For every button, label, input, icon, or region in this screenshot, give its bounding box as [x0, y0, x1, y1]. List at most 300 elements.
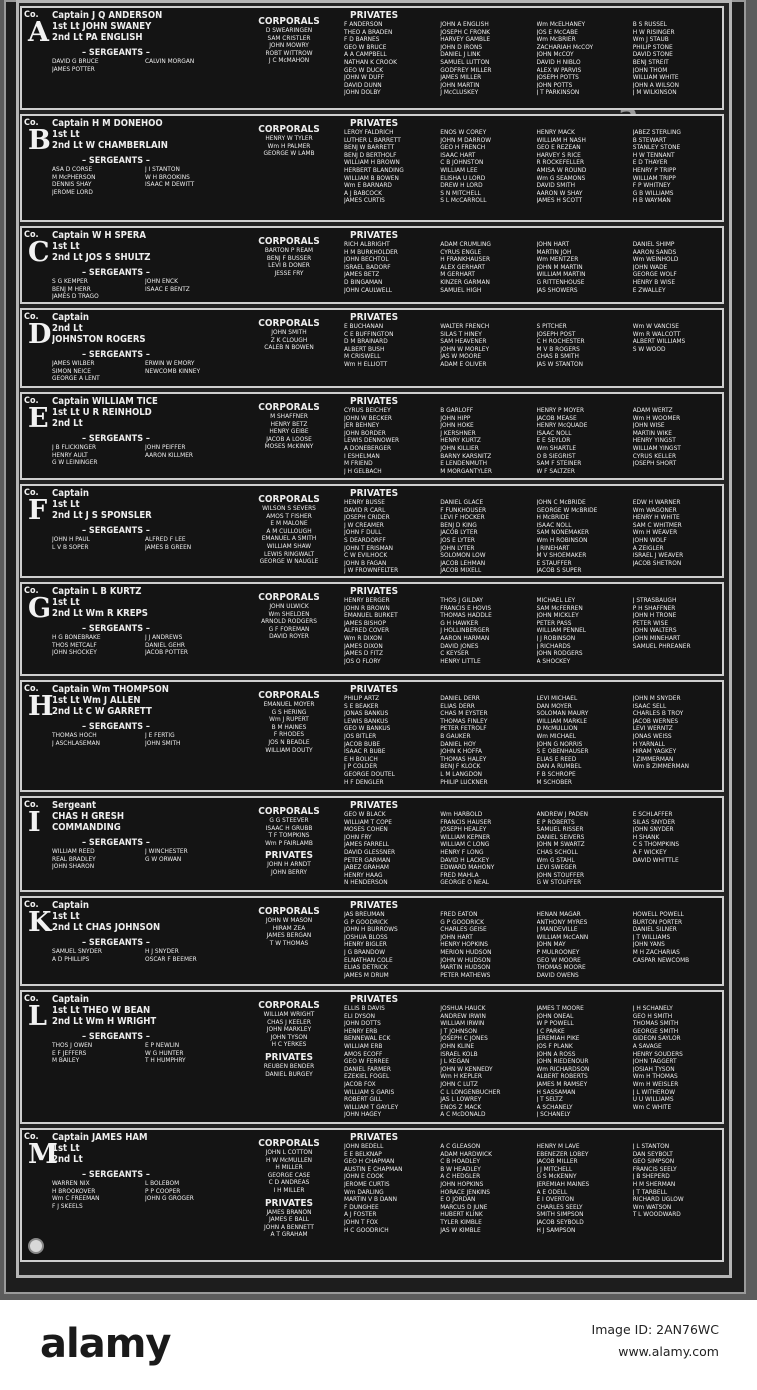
private-name: P H SHAFFNER: [632, 604, 676, 612]
private-name: JOHN W KENNEDY: [440, 1065, 493, 1073]
private-name: THEO A BRADEN: [344, 28, 393, 36]
stock-url[interactable]: www.alamy.com: [618, 1344, 719, 1359]
private-name: F DUNGHEE: [344, 1203, 379, 1211]
private-name: Wm H ELLIOTT: [344, 360, 388, 368]
private-name: Wm C WHITE: [632, 1103, 672, 1111]
private-name: ADAM WERTZ: [632, 407, 673, 414]
corporals-block: [236, 906, 342, 947]
private-name: M MORGANTYLER: [440, 467, 492, 475]
company-prefix: Co.: [24, 684, 39, 694]
private-name: HENRY LITTLE: [440, 657, 481, 665]
officer-name: 2nd Lt: [52, 323, 83, 334]
private-name: HENRY ERB: [344, 1027, 378, 1035]
private-name: DAN A RUMBEL: [536, 763, 582, 771]
private-name: DAVID H NIBLO: [536, 58, 581, 66]
corporal-name: HIRAM ZEA: [272, 924, 306, 932]
corporals-heading: CORPORALS: [258, 690, 320, 701]
private-name: DAVID OWENS: [536, 971, 579, 979]
sergeant-name: JAMES POTTER: [52, 65, 95, 73]
private-name: JOHN ONEAL: [536, 1012, 574, 1020]
private-name: H B WAYMAN: [632, 197, 671, 205]
officer-name: 1st Lt: [52, 597, 80, 608]
private-name: ALFRED COVER: [344, 627, 390, 635]
private-name: S PITCHER: [536, 323, 567, 330]
officers-list: [52, 230, 242, 263]
sergeant-name: J J ANDREWS: [145, 634, 183, 641]
private-name: J M WILKINSON: [632, 89, 677, 97]
officers-list: [52, 800, 242, 833]
private-name: Wm H ROBINSON: [536, 536, 588, 544]
sergeant-name: H BROOKOVER: [52, 1187, 96, 1195]
private-name: G H HAWKER: [440, 619, 479, 627]
corporals-block: [236, 1138, 342, 1239]
private-name: J G BRANDOW: [344, 948, 386, 956]
corporals-heading: CORPORALS: [258, 124, 320, 135]
private-name: JAS L LOWREY: [440, 1096, 482, 1104]
corporal-name: AMOS T FISHER: [266, 512, 312, 520]
private-name: GIDEON SAYLOR: [632, 1035, 681, 1043]
sergeant-name: JOHN ENCK: [145, 278, 178, 285]
private-name: ISAAC R BUBE: [344, 748, 386, 756]
private-name: Wm WEINHOLD: [632, 256, 679, 264]
corporals-block: [236, 402, 342, 451]
corporal-name: H W McMULLEN: [265, 1156, 313, 1164]
corporal-name: HENRY W TYLER: [265, 135, 313, 142]
sergeants-heading: – SERGEANTS –: [82, 938, 150, 948]
private-name: HENRY BUSSE: [344, 499, 385, 506]
private-name: A E ODELL: [536, 1188, 568, 1196]
private-name: Wm H WEISLER: [632, 1080, 679, 1088]
private-name: KINZER GARMAN: [440, 278, 490, 286]
private-name: A DONEBERGER: [344, 444, 392, 452]
officer-name: Captain: [52, 488, 90, 499]
private-name: LEVI WERNTZ: [632, 725, 673, 733]
sergeant-name: Wm C FREEMAN: [52, 1195, 100, 1203]
private-name: ELIAS DERR: [440, 702, 475, 710]
private-name: Wm WATSON: [632, 1203, 672, 1211]
sergeants-block: [52, 268, 232, 301]
private-name: J T WILLIAMS: [632, 933, 671, 941]
corporal-name: WILSON S SEVERS: [262, 505, 316, 512]
privates-heading-secondary: PRIVATES: [264, 1197, 314, 1209]
private-name: JOHN McCOY: [536, 51, 574, 59]
corporal-name: WILLIAM SHAW: [266, 542, 312, 550]
private-name: J T TARBELL: [632, 1188, 668, 1196]
private-name: JOHN K HOFFA: [440, 748, 483, 756]
private-name: HENRY H WHITE: [632, 514, 680, 522]
private-name: WILLIAM KEPNER: [440, 833, 491, 841]
private-name: Wm H WEAVER: [632, 529, 678, 537]
officer-name: Captain: [52, 312, 90, 323]
private-name: JEREMIAH MAINES: [536, 1180, 590, 1188]
private-name: BENJ F KLOCK: [440, 763, 481, 771]
private-name: MERION HUDSON: [440, 948, 492, 956]
private-name: LEWIS DENNOWER: [344, 437, 400, 445]
private-name: GEO E REZEAN: [536, 144, 581, 152]
private-name: I ESHELMAN: [344, 452, 380, 460]
private-name: CHAS SCHOLL: [536, 848, 578, 856]
private-name: JOSIAH TYSON: [632, 1065, 675, 1073]
private-name: JAMES FARRELL: [344, 841, 390, 849]
private-name: THOMAS MOORE: [536, 964, 586, 972]
corporal-name: Z K CLOUGH: [270, 336, 308, 344]
private-name: RICHARD UGLOW: [632, 1196, 684, 1204]
private-name: J STRASBAUGH: [632, 597, 677, 604]
private-name: HUBERT KLINK: [440, 1211, 483, 1219]
private-name: GEO W MOORE: [536, 956, 581, 964]
private-name: DAVID JONES: [440, 642, 479, 650]
private-name: J J ROBINSON: [536, 634, 576, 642]
private-name: DAN SEYBOLT: [632, 1150, 673, 1158]
private-name: MARTIN WIKE: [632, 429, 672, 437]
private-name: JACOB MILLER: [536, 1158, 578, 1166]
private-name: JOHN A BENNETT: [264, 1223, 314, 1231]
officer-name: Captain: [52, 994, 90, 1005]
private-name: BENNEWAL ECK: [344, 1035, 391, 1043]
private-name: EDWARD MAHONY: [440, 864, 495, 872]
sergeant-name: JOHN SHARON: [52, 863, 95, 871]
sergeant-name: M BAILEY: [52, 1057, 80, 1065]
corporal-name: D SWEARINGEN: [265, 27, 313, 34]
sergeant-name: WARREN NIX: [52, 1180, 90, 1187]
officers-list: [52, 118, 242, 151]
private-name: GEORGE O NEAL: [440, 879, 490, 887]
private-name: HENRY F LONG: [440, 848, 484, 856]
officer-name: 2nd Lt J S SPONSLER: [52, 510, 152, 521]
private-name: SAM HEAVENER: [440, 338, 487, 346]
officers-list: [52, 684, 242, 717]
private-name: G RITTENHOUSE: [536, 278, 585, 286]
private-name: GEO W BLACK: [344, 811, 386, 818]
private-name: B GAUKER: [440, 732, 471, 740]
private-name: ROBERT GILL: [344, 1096, 383, 1104]
sergeant-name: DENNIS SHAY: [52, 181, 92, 189]
private-name: AARON HARMAN: [440, 634, 490, 642]
privates-block: [344, 118, 724, 205]
corporals-heading: CORPORALS: [258, 494, 320, 505]
corporals-block: [236, 318, 342, 352]
private-name: ELLIS B DAVIS: [344, 1005, 385, 1012]
private-name: T L WOODWARD: [632, 1211, 681, 1219]
private-name: A ZEIGLER: [632, 544, 664, 552]
private-name: M CRISWELL: [344, 353, 381, 361]
private-name: C S THOMPKINS: [632, 841, 680, 849]
private-name: GEORGE W McBRIDE: [536, 506, 598, 514]
sergeant-name: E F JEFFERS: [52, 1049, 87, 1057]
private-name: JOHN KLINE: [440, 1042, 475, 1050]
private-name: M GERHART: [440, 271, 476, 279]
private-name: E STAUFFER: [536, 559, 572, 567]
private-name: E E SEYLOR: [536, 437, 571, 445]
company-prefix: Co.: [24, 586, 39, 596]
privates-heading: PRIVATES: [350, 900, 399, 911]
private-name: F ANDERSON: [344, 21, 383, 28]
corporals-heading: CORPORALS: [258, 16, 320, 27]
private-name: FRANCIS HAUSER: [440, 818, 492, 826]
sergeant-name: THOS J OWEN: [52, 1042, 93, 1049]
privates-heading: PRIVATES: [350, 10, 399, 21]
corporal-name: EMANUEL MOYER: [263, 701, 315, 708]
sergeants-block: [52, 156, 232, 196]
officer-name: 1st Lt JOHN SWANEY: [52, 21, 152, 32]
corporal-name: T F TOMPKINS: [268, 832, 310, 840]
private-name: JOSHUA HAUCK: [440, 1005, 486, 1012]
private-name: Wm McELHANEY: [536, 21, 586, 28]
company-letter: D: [28, 319, 52, 350]
private-name: A F WICKEY: [632, 848, 667, 856]
private-name: JAMES H SCOTT: [536, 197, 583, 205]
private-name: F FUNKHOUSER: [440, 506, 487, 514]
private-name: HENRY SOUDERS: [632, 1050, 683, 1058]
corporals-heading: CORPORALS: [258, 1138, 320, 1149]
sergeant-name: H J SNYDER: [145, 948, 179, 955]
private-name: J H SCHANELY: [632, 1005, 673, 1012]
private-name: JAMES MILLER: [440, 74, 482, 82]
corporal-name: JOHN L COTTON: [265, 1149, 313, 1156]
private-name: PETER FETROLF: [440, 725, 487, 733]
private-name: MARTIN HUDSON: [440, 964, 491, 972]
private-name: M SCHOBER: [536, 778, 572, 786]
officer-name: 1st Lt: [52, 1143, 80, 1154]
private-name: HENRY MACK: [536, 129, 575, 136]
private-name: JEREMIAH PIKE: [536, 1035, 580, 1043]
private-name: JOHN WADE: [632, 263, 668, 271]
private-name: JOHN RODGERS: [536, 650, 583, 658]
corporal-name: I H MILLER: [273, 1186, 305, 1194]
sergeant-name: G W LEININGER: [52, 459, 98, 467]
private-name: WILLIAM YINGST: [632, 444, 681, 452]
private-name: C B HOADLEY: [440, 1158, 480, 1166]
sergeant-name: W G HUNTER: [145, 1049, 184, 1057]
private-name: HARVEY S RICE: [536, 151, 581, 159]
private-name: J L KEGAN: [440, 1058, 470, 1066]
private-name: J H GELBACH: [344, 467, 382, 475]
private-name: GEORGE SMITH: [632, 1027, 679, 1035]
private-name: FRANCIS SEELY: [632, 1165, 677, 1173]
private-name: H FRANKHAUSER: [440, 256, 491, 264]
officer-name: Captain JAMES HAM: [52, 1132, 148, 1143]
private-name: MARCUS D JUNE: [440, 1203, 488, 1211]
private-name: A T GRAHAM: [270, 1231, 308, 1239]
bolt-icon: [28, 1238, 44, 1254]
private-name: JOSEPH POTTS: [536, 74, 579, 82]
private-name: EZEKIEL FOGEL: [344, 1073, 390, 1081]
private-name: P MULROONEY: [536, 948, 580, 956]
company-letter: G: [28, 593, 52, 624]
company-letter: E: [28, 403, 49, 434]
sergeant-name: JAMES B GREEN: [145, 543, 192, 551]
private-name: CYRUS BEICHEY: [344, 407, 391, 414]
private-name: Wm R DIXON: [344, 634, 383, 642]
sergeant-name: T H HUMPHRY: [145, 1057, 186, 1065]
private-name: BARNY KARSNITZ: [440, 452, 492, 460]
sergeant-name: CALVIN MORGAN: [145, 58, 195, 65]
private-name: ANDREW IRWIN: [440, 1012, 486, 1020]
private-name: EBENEZER LOBEY: [536, 1150, 589, 1158]
officer-name: Captain H M DONEHOO: [52, 118, 163, 129]
corporal-name: JOHN TYSON: [270, 1033, 308, 1041]
private-name: JOHN LYTER: [440, 544, 475, 552]
corporal-name: GEORGE W LAMB: [263, 150, 315, 158]
private-name: CHARLES GEISE: [440, 926, 487, 934]
corporal-name: F RHODES: [273, 731, 305, 739]
private-name: JOHN W DUFF: [344, 74, 385, 82]
company-prefix: Co.: [24, 230, 39, 240]
privates-block: [344, 684, 724, 786]
private-name: WILLIAM B BOWEN: [344, 174, 399, 182]
company-letter: C: [28, 237, 50, 268]
private-name: D McMULLION: [536, 725, 578, 733]
private-name: DANIEL BURGEY: [265, 1070, 313, 1078]
corporal-name: JESSE FRY: [274, 269, 304, 277]
private-name: JOHN THOM: [632, 66, 668, 74]
private-name: NATHAN K CROOK: [344, 58, 397, 66]
private-name: S E BEAKER: [344, 702, 379, 710]
officer-name: CHAS H GRESH: [52, 811, 125, 822]
private-name: S L McCARROLL: [440, 197, 487, 205]
private-name: SAMUEL HIGH: [440, 286, 482, 294]
private-name: FRED MAHLA: [440, 871, 479, 879]
officers-list: [52, 488, 242, 521]
private-name: JOSHUA BLOSS: [344, 933, 388, 941]
private-name: Wm H THOMAS: [632, 1073, 678, 1081]
private-name: M V SHOEMAKER: [536, 552, 587, 560]
private-name: JOHN HOKE: [440, 422, 474, 430]
company-prefix: Co.: [24, 1132, 39, 1142]
sergeant-name: M McPHERSON: [52, 173, 96, 181]
privates-block: [344, 900, 724, 979]
private-name: JOS O FLORY: [344, 657, 381, 665]
private-name: A J FOSTER: [344, 1211, 377, 1219]
private-name: S E OBENHAUSER: [536, 748, 589, 756]
sergeants-block: [52, 624, 232, 657]
private-name: AUSTIN E CHAPMAN: [344, 1165, 403, 1173]
private-name: JABEZ STERLING: [632, 129, 681, 136]
private-name: SAMUEL RISSER: [536, 826, 584, 834]
private-name: G P GOODRICK: [440, 918, 484, 926]
private-name: A C HEDGLER: [440, 1173, 481, 1181]
private-name: THOMAS SMITH: [632, 1020, 679, 1028]
company-panel-i: [20, 796, 724, 892]
private-name: JACOB SHETRON: [632, 559, 682, 567]
corporal-name: LEWIS RINGWALT: [263, 550, 315, 558]
privates-heading: PRIVATES: [350, 1132, 399, 1143]
corporal-name: CHAS J KEELER: [267, 1018, 311, 1026]
private-name: JAMES E BALL: [269, 1216, 309, 1224]
privates-block: [344, 800, 724, 887]
sergeant-name: J WINCHESTER: [145, 848, 188, 855]
corporal-name: WILLIAM DOUTY: [265, 746, 313, 754]
sergeant-name: ERWIN W EMORY: [145, 360, 195, 367]
private-name: JOHN MAY: [536, 941, 566, 949]
private-name: MOSES COHEN: [344, 826, 388, 834]
private-name: J ZIMMERMAN: [632, 755, 674, 763]
company-panel-h: [20, 680, 724, 792]
private-name: DANIEL HOY: [440, 740, 476, 748]
private-name: H M SHERMAN: [632, 1180, 676, 1188]
private-name: PHILIP ARTZ: [344, 695, 380, 702]
private-name: JOHN T ERISMAN: [344, 544, 393, 552]
private-name: WILLIAM MARKLE: [536, 717, 588, 725]
private-name: DAVID STONE: [632, 51, 673, 59]
private-name: G P GOODRICK: [344, 918, 388, 926]
private-name: E I OVERTON: [536, 1196, 574, 1204]
private-name: JOHN M DARROW: [440, 136, 492, 144]
corporal-name: JOHN W MASON: [265, 917, 313, 924]
private-name: JOSEPH CRIDER: [344, 514, 390, 522]
privates-heading-secondary: PRIVATES: [264, 1051, 314, 1063]
private-name: ELIAS E REED: [536, 755, 577, 763]
private-name: ISRAEL BADORF: [344, 263, 391, 271]
privates-block: [344, 994, 724, 1119]
officers-list: [52, 1132, 242, 1165]
private-name: JACOB LYTER: [440, 529, 478, 537]
private-name: Wm W VANCISE: [632, 323, 679, 330]
sergeant-name: OSCAR F BEEMER: [145, 955, 197, 963]
officer-name: 2nd Lt JOS S SHULTZ: [52, 252, 151, 263]
private-name: W P POWELL: [536, 1020, 574, 1028]
sergeant-name: ASA D CORSE: [52, 166, 93, 173]
private-name: JOHN W MORLEY: [440, 345, 490, 353]
private-name: ADAM E OLIVER: [440, 360, 487, 368]
private-name: ANDREW J PADEN: [536, 811, 589, 818]
private-name: HENRY YINGST: [632, 437, 676, 445]
sergeant-name: F J SKEELS: [52, 1202, 83, 1210]
private-name: E ZWALLEY: [632, 286, 666, 294]
private-name: JOHN YANS: [632, 941, 665, 949]
private-name: Wm R WALCOTT: [632, 330, 681, 338]
corporal-name: BARTON P REAM: [264, 247, 314, 254]
officer-name: Sergeant: [52, 800, 97, 811]
corporal-name: HENRY BETZ: [270, 420, 308, 428]
private-name: HOWELL POWELL: [632, 911, 684, 918]
company-letter: B: [28, 125, 51, 156]
sergeant-name: THOS METCALF: [52, 641, 97, 649]
private-name: Wm H WOOMER: [632, 414, 681, 422]
private-name: JAMES BRANON: [266, 1208, 312, 1216]
privates-block: [344, 488, 724, 575]
private-name: ENOS W COREY: [440, 129, 487, 136]
sergeant-name: A D PHILLIPS: [52, 955, 90, 963]
privates-heading: PRIVATES: [350, 118, 399, 129]
private-name: B W HEADLEY: [440, 1165, 481, 1173]
sergeant-name: ALFRED F LEE: [145, 536, 186, 543]
private-name: Wm DARLING: [344, 1188, 384, 1196]
private-name: WILLIAM T COPE: [344, 818, 392, 826]
sergeant-name: L BOLEBOM: [145, 1180, 180, 1187]
company-panel-c: [20, 226, 724, 304]
private-name: A SCHANELY: [536, 1103, 573, 1111]
company-letter: L: [28, 1001, 47, 1032]
company-letter: I: [28, 807, 41, 838]
private-name: JER BEHNEY: [344, 422, 380, 430]
private-name: LEROY FALDRICH: [344, 129, 394, 136]
corporal-name: Wm P FAIRLAMB: [265, 839, 313, 847]
private-name: J J MITCHELL: [536, 1165, 573, 1173]
private-name: JAMES BETZ: [344, 271, 380, 279]
sergeants-heading: – SERGEANTS –: [82, 48, 150, 58]
corporal-name: LEVI B DONER: [268, 262, 310, 270]
private-name: ISRAEL J WEAVER: [632, 552, 684, 560]
officer-name: Captain WILLIAM TICE: [52, 396, 158, 407]
corporal-name: WILLIAM WRIGHT: [263, 1011, 315, 1018]
private-name: GEORGE WOLF: [632, 271, 677, 279]
private-name: H McBRIDE: [536, 514, 570, 522]
private-name: PETER GARMAN: [344, 856, 391, 864]
sergeant-name: SAMUEL SNYDER: [52, 948, 102, 955]
sergeant-name: J I STANTON: [145, 166, 180, 173]
private-name: DREW H LORD: [440, 182, 483, 190]
